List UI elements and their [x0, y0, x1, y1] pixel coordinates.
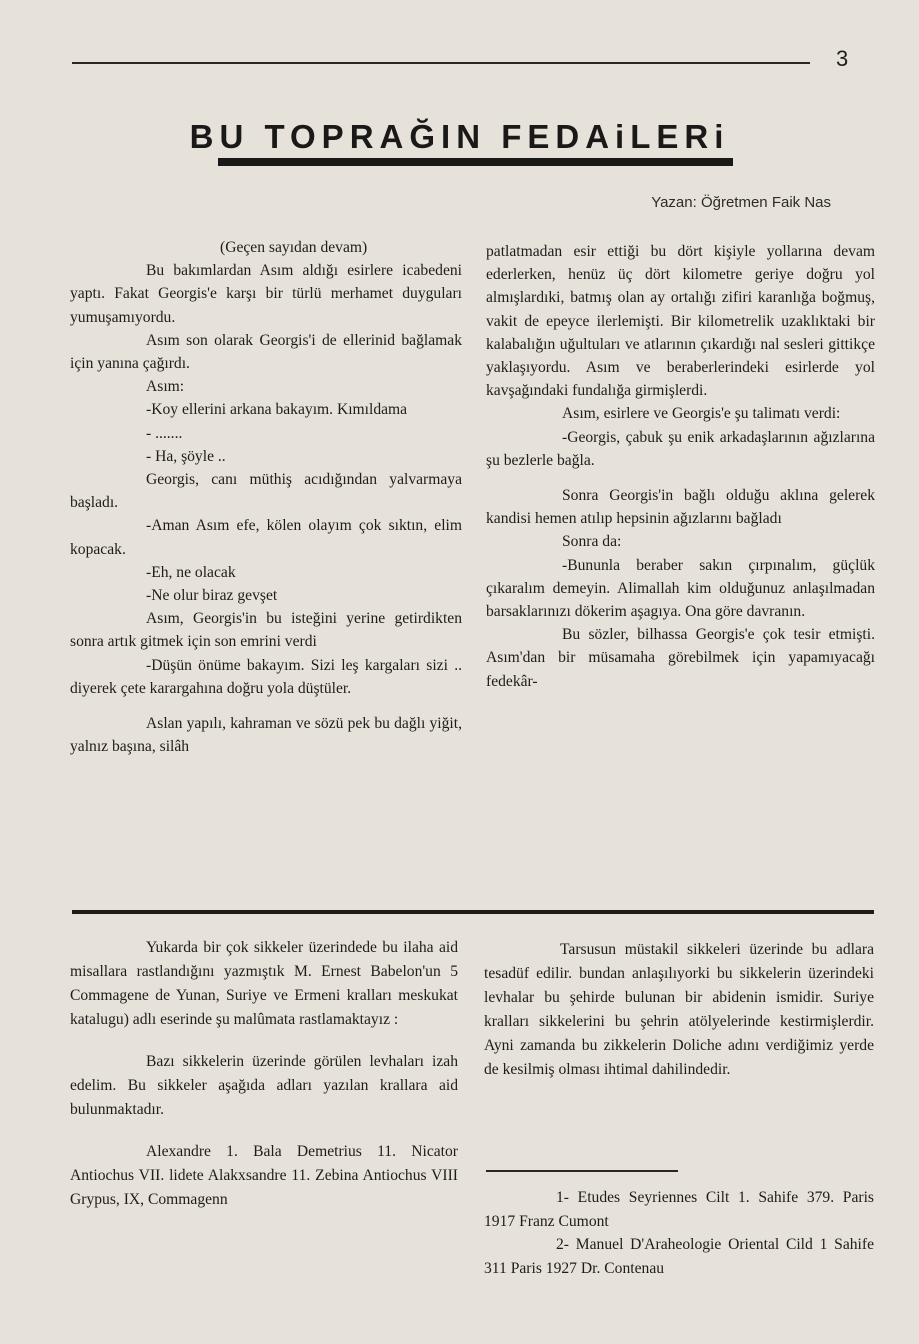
article-paragraph: -Eh, ne olacak [146, 563, 236, 581]
article-paragraph: Sonra Georgis'in bağlı olduğu aklına gelerek kandisi hemen atılıp hepsinin ağızlarını bağladı [486, 487, 875, 528]
section-divider [72, 910, 874, 914]
article-paragraph: -Aman Asım efe, kölen olayım çok sıktın, elim kopacak. [70, 517, 462, 558]
author-byline: Yazan: Öğretmen Faik Nas [651, 194, 831, 211]
top-rule [72, 62, 810, 64]
article-paragraph: - ....... [146, 424, 183, 442]
article-paragraph: -Koy ellerini arkana bakayım. Kımıldama [146, 401, 408, 419]
article-paragraph: Asım, Georgis'in bu isteğini yerine getirdikten sonra artık gitmek için son emrini verdi [70, 610, 462, 651]
article-paragraph: - Ha, şöyle .. [146, 447, 226, 465]
coins-paragraph: Alexandre 1. Bala Demetrius 11. Nicator Antiochus VII. lidete Alakxsandre 11. Zebina Antiochus VIII Grypus, IX, Commagenn [70, 1143, 458, 1208]
article-paragraph: Bu sözler, bilhassa Georgis'e çok tesir etmişti. Asım'dan bir müsamaha görebilmek için yapamıyacağı fedekâr- [486, 626, 875, 690]
article-paragraph: -Düşün önüme bakayım. Sizi leş kargaları sizi .. diyerek çete karargahına doğru yola düştüler. [70, 656, 462, 697]
article-title: BU TOPRAĞIN FEDAiLERi [189, 118, 730, 155]
article-paragraph: Asım son olarak Georgis'i de ellerinid bağlamak için yanına çağırdı. [70, 331, 462, 373]
footnotes [484, 1186, 874, 1280]
footnote: 2- Manuel D'Araheologie Oriental Cild 1 Sahife 311 Paris 1927 Dr. Contenau [484, 1236, 874, 1277]
coins-left-column [70, 936, 458, 1212]
title-underline [218, 158, 733, 166]
coins-paragraph: Yukarda bir çok sikkeler üzerindede bu ilaha aid misallara rastlandığını yazmıştık M. Ernest Babelon'un 5 Commagene de Yunan, Suriye ve Ermeni kralları meskukat katalugu) adlı eserinde şu malûmata rastlamaktayız : [70, 939, 458, 1028]
article-right-column [486, 240, 875, 693]
footnote-rule [486, 1170, 678, 1172]
page-number: 3 [836, 46, 849, 71]
footnote: 1- Etudes Seyriennes Cilt 1. Sahife 379. Paris 1917 Franz Cumont [484, 1189, 874, 1230]
article-paragraph: -Bununla beraber sakın çırpınalım, güçlük çıkaralım demeyin. Alimallah kim olduğunuz anlaşılmadan barsaklarınızı dökerim aşagıya. Ona göre davranın. [486, 556, 875, 621]
coins-paragraph: Tarsusun müstakil sikkeleri üzerinde bu adlara tesadüf edilir. bundan anlaşılıyorki bu sikkelerin üzerindeki levhalar bu şehirde bulunan bir abidenin ismidir. Suriye kralları sikkelerini bu şehrin atölyelerinde kestirmişlerdir. Ayni zamanda bu zikkelerin Doliche adını verdiğimiz yerde de kesilmiş olması ihtimal dahilindedir. [484, 941, 874, 1078]
article-paragraph: patlatmadan esir ettiği bu dört kişiyle yollarına devam ederlerken, henüz üç dört kilometre geriye doğru yol almışlardıki, batmış olan ay ortalığı zifiri karanlığa boğmuş, vakit de epeyce ilerlemişti. Bir kilometrelik uzaklıktaki bir kalabalığın uğultuları ve atlarının çıkardığı nal sesleri gittikçe yaklaşıyordu. Asım ve beraberlerindeki esirlerde yol kavşağındaki fundalığa girmişlerdi. [486, 243, 875, 400]
article-paragraph: Asım, esirlere ve Georgis'e şu talimatı verdi: [562, 405, 841, 423]
article-paragraph: Georgis, canı müthiş acıdığından yalvarmaya başladı. [70, 471, 462, 512]
coins-right-column [484, 938, 874, 1082]
article-paragraph: -Ne olur biraz gevşet [146, 587, 278, 605]
article-paragraph: Aslan yapılı, kahraman ve sözü pek bu dağlı yiğit, yalnız başına, silâh [70, 715, 462, 756]
article-paragraph: Bu bakımlardan Asım aldığı esirlere icabedeni yaptı. Fakat Georgis'e karşı bir türlü merhamet duyguları yumuşamıyordu. [70, 262, 462, 326]
article-paragraph: Asım: [146, 378, 185, 396]
article-paragraph: Sonra da: [562, 533, 622, 551]
article-paragraph: -Georgis, çabuk şu enik arkadaşlarının ağızlarına şu bezlerle bağla. [486, 428, 875, 469]
coins-paragraph: Bazı sikkelerin üzerinde görülen levhaları izah edelim. Bu sikkeler aşağıda adları yazılan krallara aid bulunmaktadır. [70, 1053, 458, 1118]
article-left-column [70, 236, 462, 758]
article-paragraph: (Geçen sayıdan devam) [220, 239, 368, 256]
